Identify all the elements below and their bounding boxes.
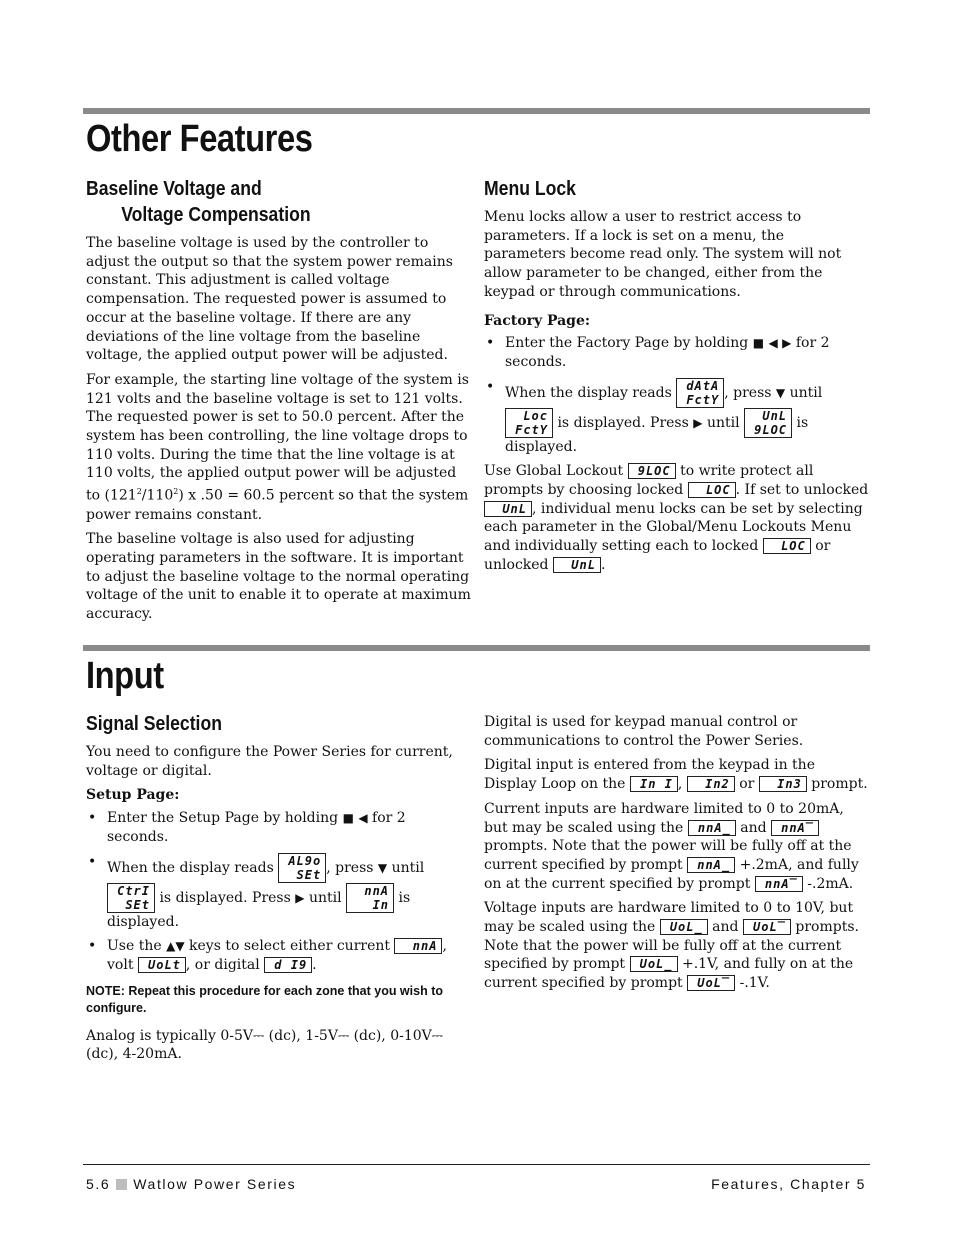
product-name: Watlow Power Series xyxy=(133,1176,297,1192)
display-readout: UoL_ xyxy=(660,919,708,935)
down-arrow-key-icon: ▼ xyxy=(377,860,388,875)
display-readout: AL9o SEt xyxy=(278,853,326,883)
display-readout: Loc FctY xyxy=(505,408,553,438)
display-readout: UnL xyxy=(553,557,601,573)
left-arrow-key-icon: ◀ xyxy=(768,336,778,351)
footer-chapter: Features, Chapter 5 xyxy=(711,1176,866,1192)
menulock-paragraph-1: Menu locks allow a user to restrict access to parameters. If a lock is set on a menu, the parameters become read only. The system will not allow parameter to be changed, either from the keypad or through communications. xyxy=(484,209,842,300)
setup-steps xyxy=(86,809,471,975)
display-readout: 9LOC xyxy=(628,463,676,479)
baseline-column xyxy=(86,176,471,630)
signal-column xyxy=(86,711,471,1070)
right-arrow-key-icon: ▶ xyxy=(782,336,792,351)
display-readout: UnL xyxy=(484,501,532,517)
display-readout: nnA_ xyxy=(688,820,736,836)
display-readout: nnA‾ xyxy=(755,876,803,892)
square-separator-icon xyxy=(116,1179,127,1190)
section-title-input: Input xyxy=(86,655,164,697)
display-readout: In I xyxy=(630,776,678,792)
list-item: • When the display reads dAtA FctY , press ▼ until Loc FctY is displayed. Press ▶ until UnL 9LOC is displayed. xyxy=(484,378,869,457)
list-item-continuation: • Use the ▲▼ keys to select either current nnA , volt UoLt , or digital d I9 . xyxy=(86,937,471,974)
signal-paragraph-2: Analog is typically 0-5V⎓ (dc), 1-5V⎓ (dc), 0-10V⎓ (dc), 4-20mA. xyxy=(86,1027,443,1063)
display-readout: dAtA FctY xyxy=(676,378,724,408)
display-readout: nnA xyxy=(394,938,442,954)
display-readout: UoLt xyxy=(138,957,186,973)
baseline-paragraph-3: The baseline voltage is also used for adjusting operating parameters in the software. It is important to adjust the baseline voltage to the normal operating voltage of the unit to enable it to operate at maximum accuracy. xyxy=(86,531,471,623)
right-arrow-key-icon: ▶ xyxy=(693,415,703,430)
baseline-paragraph-1: The baseline voltage is used by the controller to adjust the output so that the system power remains constant. This adjustment is called voltage compensation. The requested power is assumed to occur at the baseline voltage. If there are any deviations of the line voltage from the baseline voltage, the applied output power will be adjusted. xyxy=(86,235,453,364)
voltage-inputs-paragraph: Voltage inputs are hardware limited to 0 to 10V, but may be scaled using the UoL_ and UoL‾ prompts. Note that the power will be fully off at the current specified by prompt UoL_ +.1V, and fully on at the current specified by prompt UoL‾ -.1V. xyxy=(484,900,859,992)
baseline-paragraph-2: For example, the starting line voltage of the system is 121 volts and the baseline voltage is set to 121 volts. The requested power is set to 50.0 percent. After the system has been controlling, the line voltage drops to 110 volts. During the time that the line voltage is at 110 volts, the applied output power will be adjusted to $(121^2/110^2)$ x .50 = 60.5 percent so that the system power remains constant. xyxy=(86,371,469,523)
digital-paragraph: Digital is used for keypad manual control or communications to control the Power Series. xyxy=(484,714,804,749)
down-arrow-key-icon: ▼ xyxy=(775,385,786,400)
section-rule-top xyxy=(83,108,870,114)
menulock-heading: Menu Lock xyxy=(484,178,576,200)
display-readout: nnA_ xyxy=(687,857,735,873)
display-readout: nnA‾ xyxy=(771,820,819,836)
display-readout: CtrI SEt xyxy=(107,883,155,913)
current-inputs-paragraph: Current inputs are hardware limited to 0 to 20mA, but may be scaled using the nnA_ and nnA‾ prompts. Note that the power will be fully off at the current specified by prompt nnA_ +.2mA, and fully on at the current specified by prompt nnA‾ -.2mA. xyxy=(484,800,859,892)
display-readout: LOC xyxy=(688,482,736,498)
section-title-other-features: Other Features xyxy=(86,118,313,160)
page-number: 5.6 xyxy=(86,1176,111,1192)
baseline-heading: Baseline Voltage and Voltage Compensation xyxy=(86,178,311,226)
display-readout: nnA In xyxy=(346,883,394,913)
display-readout: d I9 xyxy=(264,957,312,973)
configuration-note: NOTE: Repeat this procedure for each zone that you wish to configure. xyxy=(86,983,443,1015)
section-rule-input xyxy=(83,645,870,651)
footer-rule xyxy=(83,1164,870,1165)
list-item: • Enter the Setup Page by holding ■ ◀ for 2 seconds. xyxy=(86,809,471,846)
display-readout: LOC xyxy=(763,538,811,554)
list-item: • When the display reads AL9o SEt , press ▼ until CtrI SEt is displayed. Press ▶ until nnA In is displayed. xyxy=(86,853,471,932)
right-arrow-key-icon: ▶ xyxy=(295,890,305,905)
menulock-paragraph-2: Use Global Lockout 9LOC to write protect all prompts by choosing locked LOC . If set to unlocked UnL , individual menu locks can be set by selecting each parameter in the Global/Menu Lockouts Menu and individually setting each to locked LOC or unlocked UnL . xyxy=(484,463,869,573)
up-down-arrow-keys-icon: ▲▼ xyxy=(166,939,185,954)
footer-left xyxy=(86,1176,296,1192)
list-item: • Enter the Factory Page by holding ■ ◀ ▶ for 2 seconds. xyxy=(484,334,869,371)
left-arrow-key-icon: ◀ xyxy=(358,811,368,826)
square-key-icon: ■ xyxy=(342,811,354,826)
input-right-column xyxy=(484,713,869,999)
display-readout: In2 xyxy=(687,776,735,792)
display-readout: UoL‾ xyxy=(687,975,735,991)
display-readout: UoL_ xyxy=(630,956,678,972)
factory-steps xyxy=(484,334,869,456)
setup-page-label: Setup Page: xyxy=(86,787,180,804)
display-readout: UoL‾ xyxy=(743,919,791,935)
factory-page-label: Factory Page: xyxy=(484,312,591,329)
digital-input-paragraph: Digital input is entered from the keypad in the Display Loop on the In I , In2 or In3 prompt. xyxy=(484,757,868,793)
square-key-icon: ■ xyxy=(752,336,765,351)
signal-paragraph-1: You need to configure the Power Series for current, voltage or digital. xyxy=(86,744,453,779)
menulock-column xyxy=(484,176,869,581)
display-readout: In3 xyxy=(759,776,807,792)
signal-heading: Signal Selection xyxy=(86,713,222,735)
display-readout: UnL 9LOC xyxy=(744,408,792,438)
